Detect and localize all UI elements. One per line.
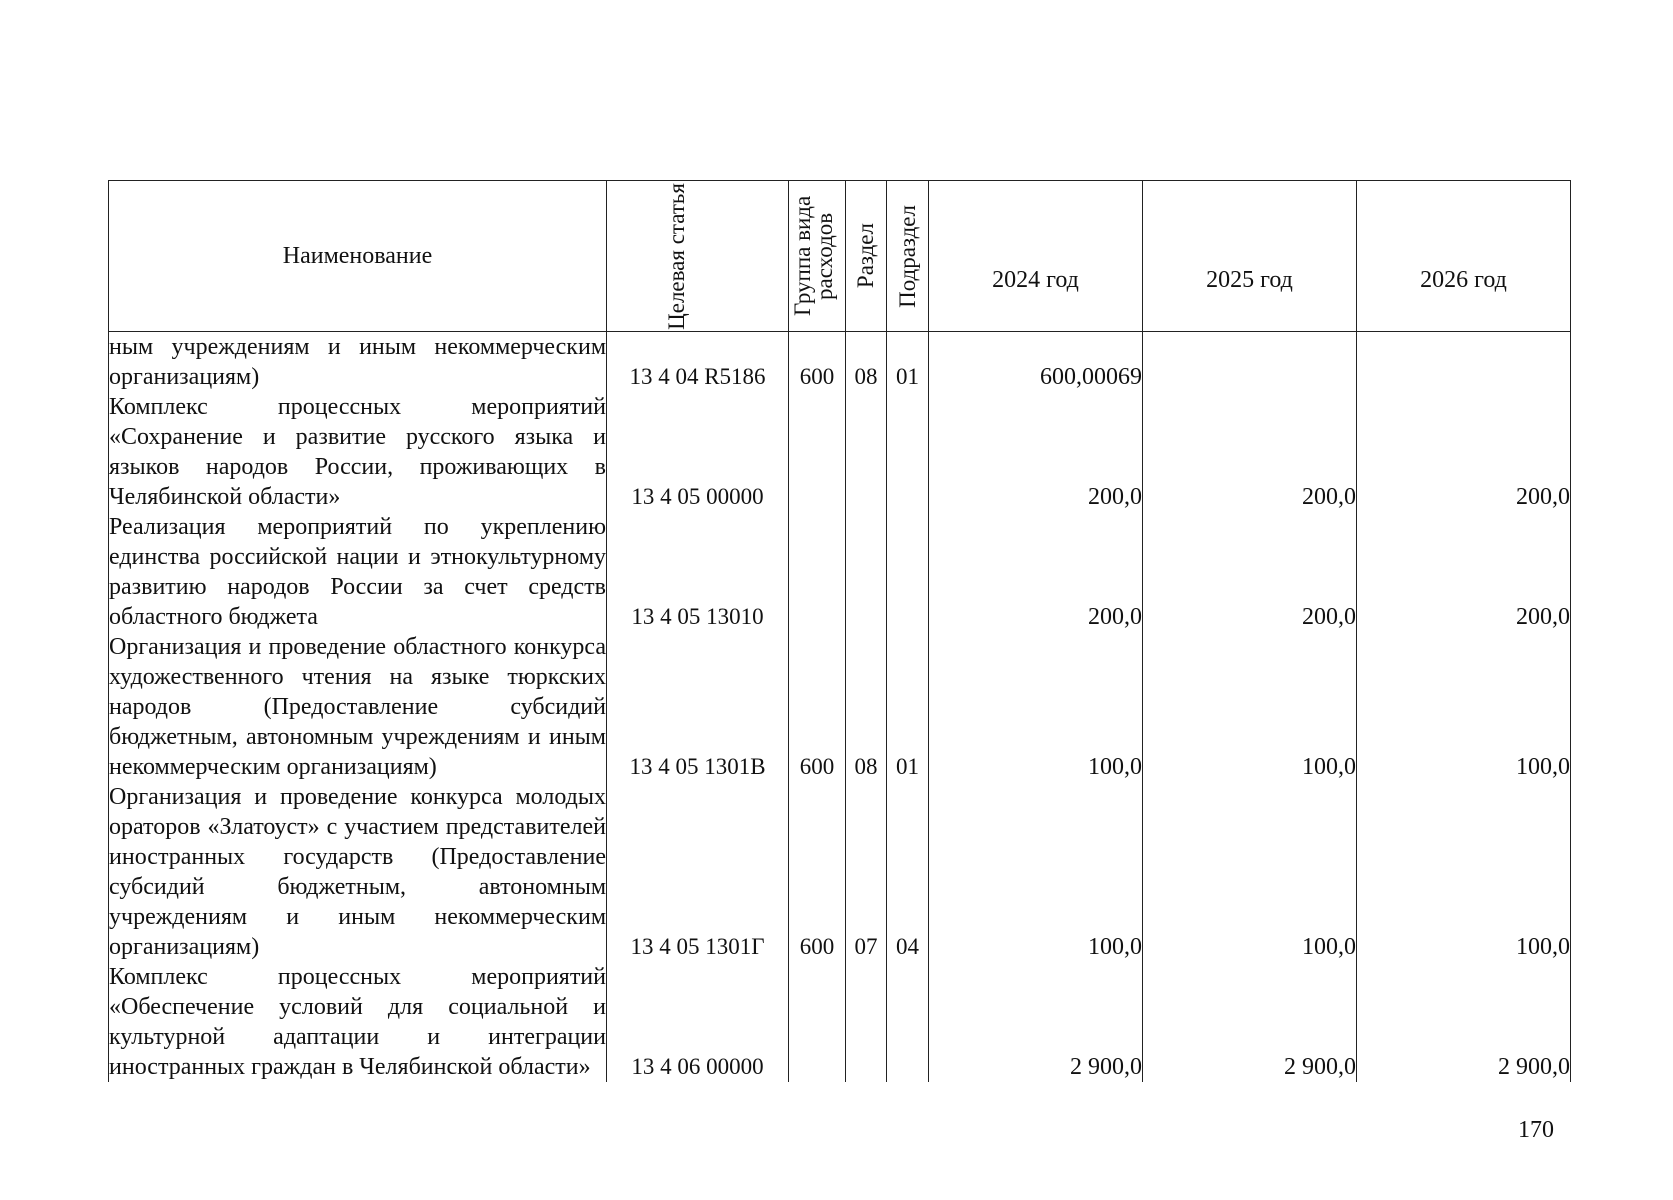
row-code: 13 4 05 1301В [607,632,789,782]
row-2024: 200,0 [929,392,1143,512]
row-2026: 100,0 [1357,782,1571,962]
row-name: Комплекс процессных мероприятий «Сохранение и развитие русского языка и языков народов России, проживающих в Челябинской области» [109,394,606,510]
row-name: Организация и проведение областного конкурса художественного чтения на языке тюркских народов (Предоставление субсидий бюджетным, автономным учреждениям и иным некоммерческим организациям) [109,634,606,780]
row-name: Комплекс процессных мероприятий «Обеспечение условий для социальной и культурной адаптации и интеграции иностранных граждан в Челябинской области» [109,964,606,1080]
row-subsection [887,512,929,632]
table-row [109,782,1571,962]
table-row [109,962,1571,1082]
row-group: 600 [789,782,846,962]
table-row [109,632,1571,782]
row-subsection: 04 [887,782,929,962]
row-2026: 200,0 [1357,392,1571,512]
row-group [789,512,846,632]
row-code: 13 4 05 13010 [607,512,789,632]
header-name: Наименование [109,181,607,332]
row-section [846,962,887,1082]
table-header-row [109,181,1571,332]
row-name: Организация и проведение конкурса молодых ораторов «Златоуст» с участием представителей иностранных государств (Предоставление субсидий бюджетным, автономным учреждениям и иным некоммерческим организациям) [109,784,606,960]
table-row [109,392,1571,512]
row-2024: 600,00069 [929,332,1143,393]
page-number: 170 [1518,1117,1554,1143]
row-code: 13 4 05 1301Г [607,782,789,962]
row-2024: 100,0 [929,782,1143,962]
row-2024: 2 900,0 [929,962,1143,1082]
row-code: 13 4 06 00000 [607,962,789,1082]
header-expense-group: Группа вида расходов [789,181,846,332]
budget-table [108,180,1571,1082]
row-2026: 200,0 [1357,512,1571,632]
row-2025: 2 900,0 [1143,962,1357,1082]
row-2024: 200,0 [929,512,1143,632]
row-section [846,392,887,512]
row-subsection [887,392,929,512]
table-row [109,512,1571,632]
row-section: 08 [846,332,887,393]
row-name: ным учреждениям и иным некоммерческим организациям) [109,332,607,393]
row-group [789,962,846,1082]
header-2025: 2025 год [1143,181,1357,332]
row-group [789,392,846,512]
row-code: 13 4 04 R5186 [607,332,789,393]
row-2025: 200,0 [1143,392,1357,512]
row-subsection [887,962,929,1082]
row-section: 08 [846,632,887,782]
row-2026: 100,0 [1357,632,1571,782]
row-subsection: 01 [887,632,929,782]
row-code: 13 4 05 00000 [607,392,789,512]
table-row [109,332,1571,393]
row-2025 [1143,332,1357,393]
row-2025: 100,0 [1143,632,1357,782]
header-2024: 2024 год [929,181,1143,332]
row-group: 600 [789,632,846,782]
row-2026: 2 900,0 [1357,962,1571,1082]
row-group: 600 [789,332,846,393]
header-2026: 2026 год [1357,181,1571,332]
row-section [846,512,887,632]
row-2024: 100,0 [929,632,1143,782]
row-2026 [1357,332,1571,393]
row-section: 07 [846,782,887,962]
row-2025: 100,0 [1143,782,1357,962]
row-name: Реализация мероприятий по укреплению единства российской нации и этнокультурному развитию народов России за счет средств областного бюджета [109,514,606,630]
row-subsection: 01 [887,332,929,393]
row-2025: 200,0 [1143,512,1357,632]
header-section: Раздел [846,181,887,332]
header-target-article: Целевая статья [607,181,789,332]
header-subsection: Подраздел [887,181,929,332]
